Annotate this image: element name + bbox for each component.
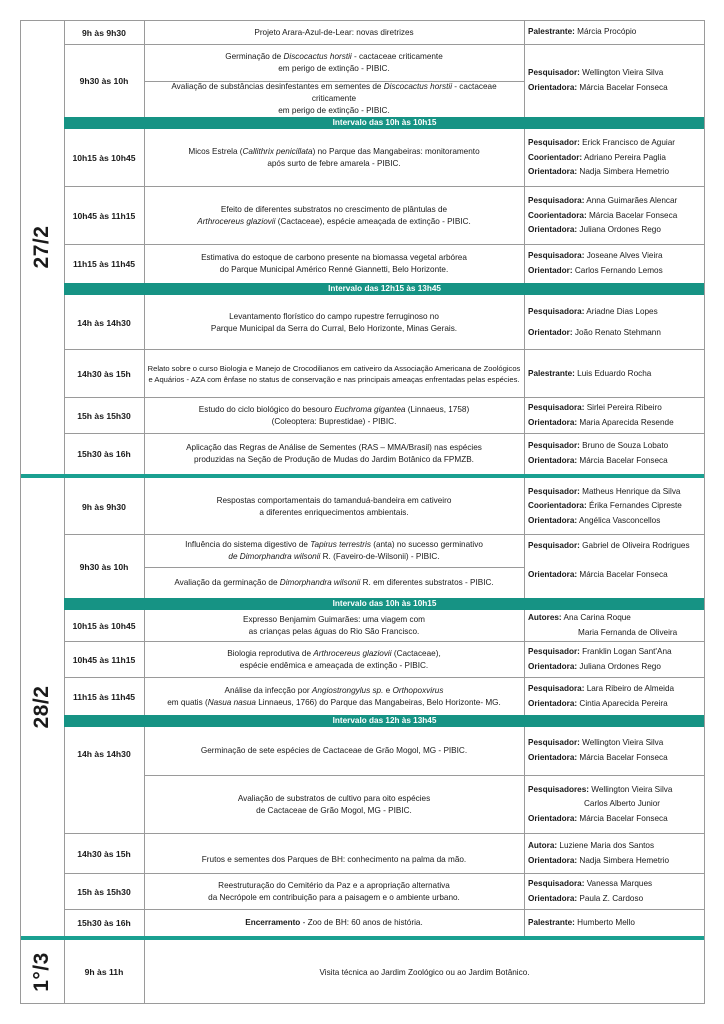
interval-bar: Intervalo das 12h15 às 13h45 (64, 283, 705, 295)
talk-title: Expresso Benjamim Guimarães: uma viagem com as crianças pelas águas do Rio São Francisco. (242, 615, 425, 636)
talk-title: Germinação de Discocactus horstii - cactaceae criticamente em perigo de extinção - PIBIC. (225, 52, 443, 73)
time-slot: 15h30 às 16h (77, 449, 131, 459)
time-slot: 14h às 14h30 (77, 749, 131, 759)
people-cell: Autores: Ana Carina Roque Maria Fernanda de Oliveira (528, 613, 678, 637)
time-slot: 9h às 9h30 (82, 501, 126, 512)
talk-title: Projeto Arara-Azul-de-Lear: novas diretrizes (254, 27, 414, 37)
talk-title: Estimativa do estoque de carbono presente na biomassa vegetal arbórea do Parque Municipal Américo Renné Giannetti, Belo Horizonte. (201, 253, 467, 274)
schedule-row (64, 610, 705, 642)
schedule-row (64, 45, 705, 117)
talk-title: Avaliação de substratos de cultivo para oito espécies de Cactaceae de Grão Mogol, MG - PIBIC. (237, 793, 431, 815)
time-slot: 10h15 às 10h45 (72, 621, 136, 631)
schedule-row (64, 245, 705, 283)
schedule-row (64, 129, 705, 187)
schedule-row (64, 434, 705, 474)
people-cell: Pesquisador: Wellington Vieira Silva Orientadora: Márcia Bacelar Fonseca (528, 738, 668, 762)
time-slot: 11h15 às 11h45 (72, 259, 136, 269)
schedule-row (64, 478, 705, 535)
talk-title: Relato sobre o curso Biologia e Manejo de Crocodilianos em cativeiro da Associação Americana de Zoológicos e Aquários - AZA com ênfase no status de conservação e nas principais ameaças enfrentadas pelas espécies. (147, 364, 521, 384)
time-slot: 11h15 às 11h45 (72, 691, 136, 702)
schedule-table (20, 20, 705, 1004)
time-slot: 9h às 11h (84, 967, 124, 977)
people-cell: Pesquisadora: Ariadne Dias Lopes Orientador: João Renato Stehmann (528, 306, 661, 337)
time-slot: 14h às 14h30 (77, 317, 131, 328)
day-block-27-2 (20, 20, 705, 474)
time-slot: 14h30 às 15h (77, 369, 131, 379)
people-cell: Pesquisadora: Sirlei Pereira Ribeiro Orientadora: Maria Aparecida Resende (528, 403, 674, 427)
people-cell: Pesquisador: Bruno de Souza Lobato Orientadora: Márcia Bacelar Fonseca (528, 441, 669, 465)
talk-title: Efeito de diferentes substratos no crescimento de plântulas de Arthrocereus glaziovii (Cactaceae), espécie ameaçada de extinção - PIBIC. (197, 205, 471, 226)
talk-title: Micos Estrela (Callithrix penicillata) no Parque das Mangabeiras: monitoramento após surto de febre amarela - PIBIC. (188, 147, 480, 168)
day-block-28-2 (20, 478, 705, 936)
people-cell: Pesquisador: Erick Francisco de Aguiar Coorientador: Adriano Pereira Paglia Orientadora: Nadja Simbera Hemetrio (528, 138, 675, 177)
people-cell: Autora: Luziene Maria dos Santos Orientadora: Nadja Simbera Hemetrio (528, 841, 670, 865)
talk-title: Levantamento florístico do campo rupestre ferruginoso no Parque Municipal da Serra do Curral, Belo Horizonte, Minas Gerais. (210, 311, 458, 333)
schedule-row (64, 910, 705, 936)
day-label: 27/2 (30, 225, 53, 269)
talk-title: Avaliação da germinação de Dimorphandra wilsonii R. em diferentes substratos - PIBIC. (174, 577, 494, 587)
talk-title: Encerramento - Zoo de BH: 60 anos de história. (245, 918, 423, 928)
people-cell: Pesquisador: Franklin Logan Sant'Ana Orientadora: Juliana Ordones Rego (528, 647, 672, 671)
people-cell: Pesquisadora: Lara Ribeiro de Almeida Orientadora: Cintia Aparecida Pereira (528, 683, 675, 708)
day-cell (20, 20, 65, 474)
interval-bar: Intervalo das 12h às 13h45 (64, 715, 705, 727)
day-block-1-3 (20, 940, 705, 1004)
time-slot: 9h30 às 10h (79, 561, 129, 572)
schedule-row (64, 834, 705, 874)
schedule-row (64, 20, 705, 45)
day-cell (20, 940, 65, 1004)
talk-title: Estudo do ciclo biológico do besouro Euchroma gigantea (Linnaeus, 1758) (Coleoptera: Buprestidae) - PIBIC. (198, 405, 470, 426)
time-slot: 15h às 15h30 (77, 411, 131, 421)
schedule-row (64, 727, 705, 834)
schedule-row (64, 187, 705, 245)
people-cell: Palestrante: Humberto Mello (528, 917, 635, 927)
talk-title: Aplicação das Regras de Análise de Sementes (RAS – MMA/Brasil) nas espécies produzidas na Seção de Produção de Mudas do Jardim Botânico da FPMZB. (186, 443, 482, 464)
schedule-row (64, 398, 705, 434)
people-cell: Pesquisadora: Vanessa Marques Orientadora: Paula Z. Cardoso (528, 879, 653, 903)
talk-title: Análise da infecção por Angiostrongylus sp. e Orthopoxvirus em quatis (Nasua nasua Linnaeus, 1766) do Parque das Mangabeiras, Belo Horizonte- MG. (167, 685, 501, 707)
schedule-row (64, 940, 705, 1004)
schedule-row (64, 295, 705, 350)
talk-title: Frutos e sementes dos Parques de BH: conhecimento na palma da mão. (201, 855, 467, 865)
time-slot: 9h às 9h30 (82, 27, 126, 38)
schedule-row (64, 874, 705, 910)
day-label: 28/2 (30, 685, 53, 729)
talk-title: Avaliação de substâncias desinfestantes em sementes de Discocactus horstii - cactaceae criticamente em perigo de extinção - PIBIC. (171, 82, 497, 115)
people-cell: Pesquisador: Matheus Henrique da Silva Coorientadora: Érika Fernandes Cipreste Orientadora: Angélica Vasconcellos (528, 486, 682, 525)
talk-title: Germinação de sete espécies de Cactaceae de Grão Mogol, MG - PIBIC. (200, 746, 468, 756)
schedule-row (64, 678, 705, 715)
talk-title: Biologia reprodutiva de Arthrocereus glaziovii (Cactaceae), espécie endêmica e ameaçada de extinção - PIBIC. (227, 649, 441, 670)
time-slot: 10h45 às 11h15 (72, 655, 136, 665)
interval-bar: Intervalo das 10h às 10h15 (64, 117, 705, 129)
people-cell: Palestrante: Márcia Procópio (528, 27, 637, 37)
people-cell: Palestrante: Luis Eduardo Rocha (528, 368, 652, 378)
people-cell: Pesquisadora: Anna Guimarães Alencar Coorientadora: Márcia Bacelar Fonseca Orientadora: Juliana Ordones Rego (528, 196, 678, 235)
visit-description: Visita técnica ao Jardim Zoológico ou ao Jardim Botânico. (319, 967, 530, 977)
interval-bar: Intervalo das 10h às 10h15 (64, 598, 705, 610)
people-cell: Pesquisador: Wellington Vieira Silva Orientadora: Márcia Bacelar Fonseca (528, 68, 668, 92)
schedule-row (64, 642, 705, 678)
time-slot: 14h30 às 15h (77, 849, 131, 859)
people-cell: Orientadora: Márcia Bacelar Fonseca (528, 569, 668, 579)
time-slot: 15h30 às 16h (77, 918, 131, 928)
time-slot: 9h30 às 10h (79, 76, 129, 86)
time-slot: 15h às 15h30 (77, 887, 131, 897)
day-label: 1°/3 (30, 952, 53, 992)
schedule-row (64, 350, 705, 398)
time-slot: 10h15 às 10h45 (72, 153, 136, 163)
talk-title: Respostas comportamentais do tamanduá-bandeira em cativeiro a diferentes enriquecimentos ambientais. (216, 495, 452, 517)
day-cell (20, 478, 65, 936)
talk-title: Influência do sistema digestivo de Tapirus terrestris (anta) no sucesso germinativo de Dimorphandra wilsonii R. (Faveiro-de-Wilsonii) - PIBIC. (185, 540, 483, 561)
talk-title: Reestruturação do Cemitério da Paz e a apropriação alternativa da Necrópole em contribuição para a paisagem e o ambiente urbano. (208, 881, 460, 902)
people-cell: Pesquisadores: Wellington Vieira Silva Carlos Alberto Junior Orientadora: Márcia Bacelar Fonseca (528, 784, 673, 823)
time-slot: 10h45 às 11h15 (72, 211, 136, 221)
schedule-row (64, 535, 705, 598)
people-cell: Pesquisador: Gabriel de Oliveira Rodrigues (528, 540, 690, 550)
people-cell: Pesquisadora: Joseane Alves Vieira Orientador: Carlos Fernando Lemos (528, 251, 663, 275)
